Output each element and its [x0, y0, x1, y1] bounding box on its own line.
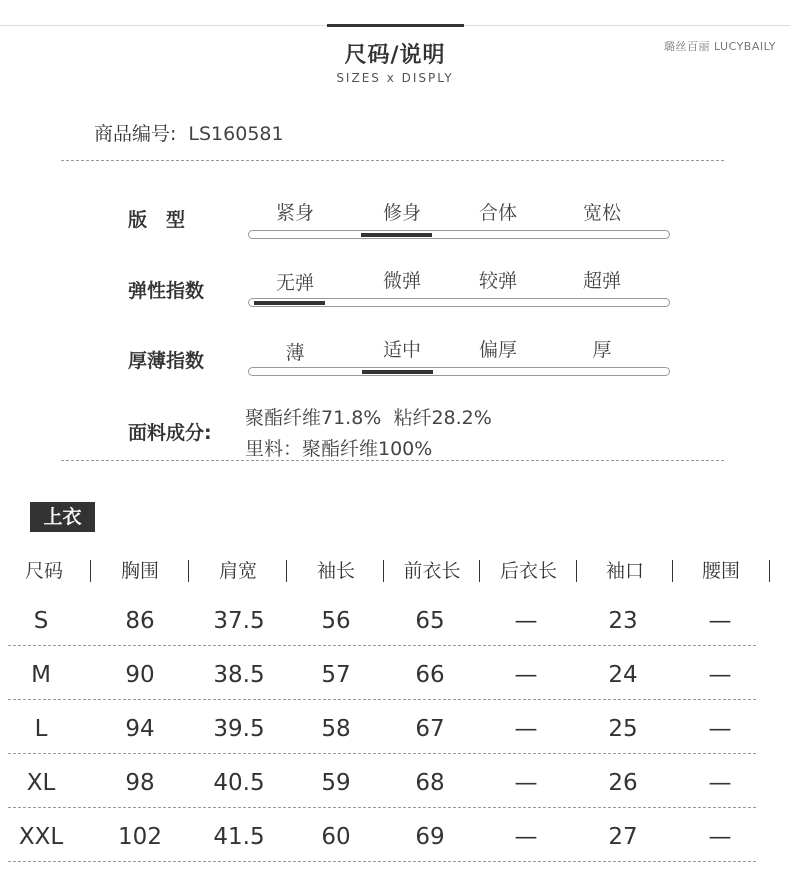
header-separator: [672, 560, 673, 582]
table-cell: 40.5: [213, 770, 265, 796]
table-cell: 26: [608, 770, 638, 796]
table-cell: 67: [415, 716, 445, 742]
attr-thickness-option: 适中: [382, 339, 421, 361]
size-cell: XL: [26, 770, 56, 796]
table-header-cell: 袖长: [316, 560, 355, 582]
table-cell: 38.5: [213, 662, 265, 688]
table-cell: 57: [321, 662, 351, 688]
table-cell: 86: [125, 608, 155, 634]
table-cell: —: [514, 716, 538, 742]
divider-dashed: [61, 460, 724, 461]
table-cell: 94: [125, 716, 155, 742]
table-cell: —: [514, 770, 538, 796]
attr-fit-scale: [248, 230, 670, 239]
table-cell: 65: [415, 608, 445, 634]
table-cell: 59: [321, 770, 351, 796]
product-code-label: 商品编号:: [94, 123, 177, 145]
table-row-divider: [8, 645, 756, 646]
section-tag-top: 上衣: [30, 502, 95, 532]
attr-label-elasticity: 弹性指数: [128, 280, 205, 302]
table-cell: —: [514, 824, 538, 850]
table-cell: 24: [608, 662, 638, 688]
table-cell: 41.5: [213, 824, 265, 850]
attr-thickness-scale: [248, 367, 670, 376]
table-header-cell: 肩宽: [218, 560, 257, 582]
table-header-cell: 后衣长: [499, 560, 557, 582]
table-cell: —: [708, 662, 732, 688]
header-separator: [90, 560, 91, 582]
table-header-cell: 尺码: [24, 560, 63, 582]
attr-fit-option: 合体: [478, 202, 517, 224]
table-cell: 66: [415, 662, 445, 688]
table-cell: —: [514, 662, 538, 688]
attr-fit-option: 修身: [382, 202, 421, 224]
size-cell: L: [34, 716, 48, 742]
table-cell: 39.5: [213, 716, 265, 742]
table-row-divider: [8, 807, 756, 808]
table-cell: 69: [415, 824, 445, 850]
attr-fit-option: 紧身: [275, 202, 314, 224]
attr-thickness-option: 偏厚: [478, 339, 517, 361]
product-code: [94, 119, 284, 146]
attr-fit-option: 宽松: [582, 202, 621, 224]
page-subtitle: SIZES x DISPLY: [336, 71, 454, 85]
size-cell: S: [33, 608, 49, 634]
table-cell: 98: [125, 770, 155, 796]
product-code-value: LS160581: [188, 123, 284, 145]
table-header-cell: 胸围: [120, 560, 159, 582]
attr-label-fit: 版 型: [128, 209, 186, 231]
attr-elasticity-selected-marker: [254, 301, 325, 305]
header-separator: [286, 560, 287, 582]
size-cell: M: [31, 662, 51, 688]
table-row-divider: [8, 861, 756, 862]
table-cell: 56: [321, 608, 351, 634]
attr-elasticity-option: 微弹: [382, 270, 421, 292]
header-separator: [769, 560, 770, 582]
attr-elasticity-option: 无弹: [275, 272, 314, 294]
header-separator: [188, 560, 189, 582]
table-header-cell: 腰围: [701, 560, 740, 582]
table-cell: 25: [608, 716, 638, 742]
attr-fit-selected-marker: [361, 233, 432, 237]
table-cell: —: [708, 716, 732, 742]
header-separator: [383, 560, 384, 582]
table-row-divider: [8, 753, 756, 754]
brand-logo-text: 璐丝百丽 LUCYBAILY: [663, 40, 776, 53]
table-cell: —: [708, 770, 732, 796]
title-accent-bar: [327, 24, 464, 27]
table-cell: —: [514, 608, 538, 634]
table-cell: —: [708, 824, 732, 850]
fabric-label: 面料成分:: [128, 422, 212, 444]
header-separator: [576, 560, 577, 582]
divider-dashed: [61, 160, 724, 161]
attr-label-thickness: 厚薄指数: [128, 350, 205, 372]
size-cell: XXL: [18, 824, 64, 850]
attr-elasticity-option: 超弹: [582, 270, 621, 292]
table-cell: 58: [321, 716, 351, 742]
fabric-composition: 聚酯纤维71.8% 粘纤28.2%: [245, 407, 492, 429]
table-row-divider: [8, 699, 756, 700]
table-cell: 68: [415, 770, 445, 796]
attr-thickness-option: 厚: [592, 339, 612, 361]
table-cell: 90: [125, 662, 155, 688]
fabric-lining: 里料：聚酯纤维100%: [245, 438, 433, 460]
attr-thickness-option: 薄: [285, 342, 305, 364]
header-separator: [479, 560, 480, 582]
attr-thickness-selected-marker: [362, 370, 433, 374]
table-cell: 23: [608, 608, 638, 634]
table-cell: —: [708, 608, 732, 634]
attr-elasticity-option: 较弹: [478, 270, 517, 292]
table-header-cell: 前衣长: [403, 560, 461, 582]
table-header-cell: 袖口: [605, 560, 644, 582]
table-cell: 60: [321, 824, 351, 850]
page-title: 尺码/说明: [344, 43, 446, 68]
table-cell: 27: [608, 824, 638, 850]
table-cell: 37.5: [213, 608, 265, 634]
table-cell: 102: [118, 824, 162, 850]
